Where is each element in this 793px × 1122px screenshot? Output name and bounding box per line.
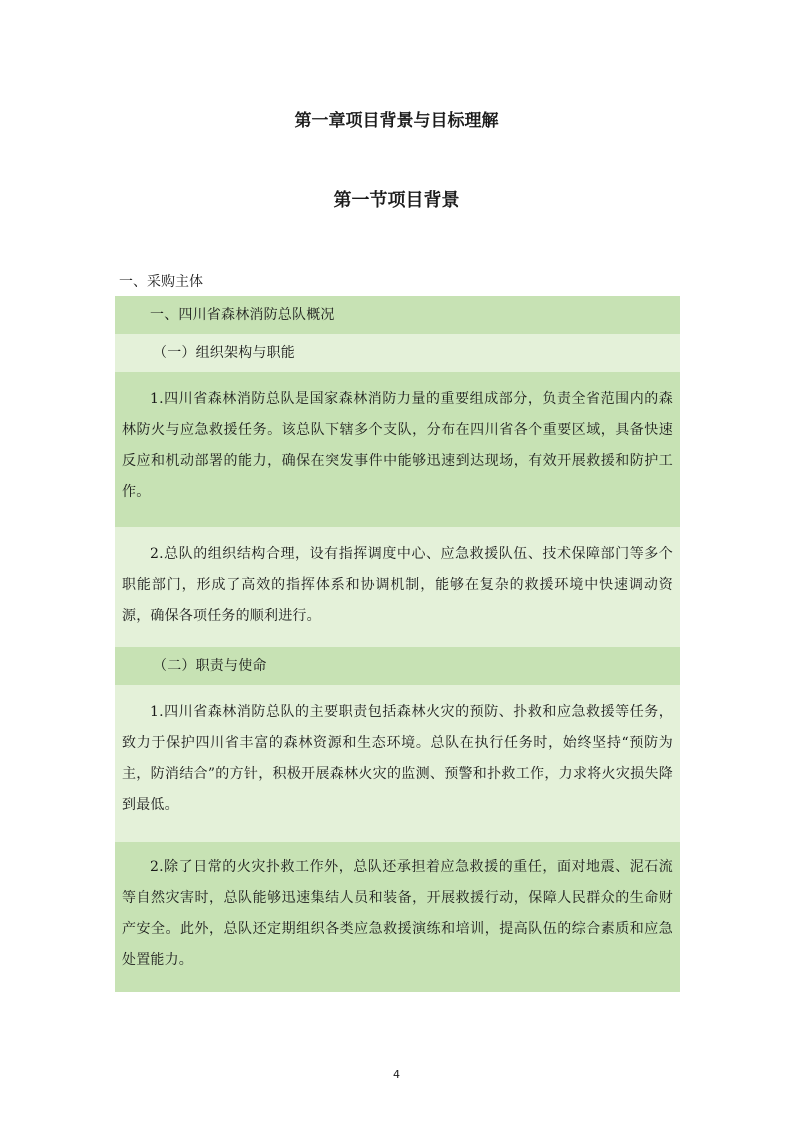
page-number: 4	[393, 1068, 400, 1081]
paragraph-duties-2: 2.除了日常的火灾扑救工作外，总队还承担着应急救援的重任，面对地震、泥石流等自然灾害时，总队能够迅速集结人员和装备，开展救援行动，保障人民群众的生命财产安全。此外，总队还定期组织各类应急救援演练和培训，提高队伍的综合素质和应急处置能力。	[115, 842, 680, 992]
paragraph-org-2: 2.总队的组织结构合理，设有指挥调度中心、应急救援队伍、技术保障部门等多个职能部门，形成了高效的指挥体系和协调机制，能够在复杂的救援环境中快速调动资源，确保各项任务的顺利进行。	[115, 527, 680, 647]
heading-duties: （二）职责与使命	[115, 647, 680, 685]
paragraph-org-1: 1.四川省森林消防总队是国家森林消防力量的重要组成部分，负责全省范围内的森林防火与应急救援任务。该总队下辖多个支队，分布在四川省各个重要区域，具备快速反应和机动部署的能力，确保在突发事件中能够迅速到达现场，有效开展救援和防护工作。	[115, 372, 680, 527]
heading-overview: 一、四川省森林消防总队概况	[115, 296, 680, 334]
subsection-heading: 一、采购主体	[119, 274, 203, 290]
heading-organization: （一）组织架构与职能	[115, 334, 680, 372]
paragraph-duties-1: 1.四川省森林消防总队的主要职责包括森林火灾的预防、扑救和应急救援等任务，致力于保护四川省丰富的森林资源和生态环境。总队在执行任务时，始终坚持“预防为主，防消结合”的方针，积极开展森林火灾的监测、预警和扑救工作，力求将火灾损失降到最低。	[115, 685, 680, 842]
section-title: 第一节项目背景	[333, 190, 460, 211]
chapter-title: 第一章项目背景与目标理解	[294, 111, 499, 131]
